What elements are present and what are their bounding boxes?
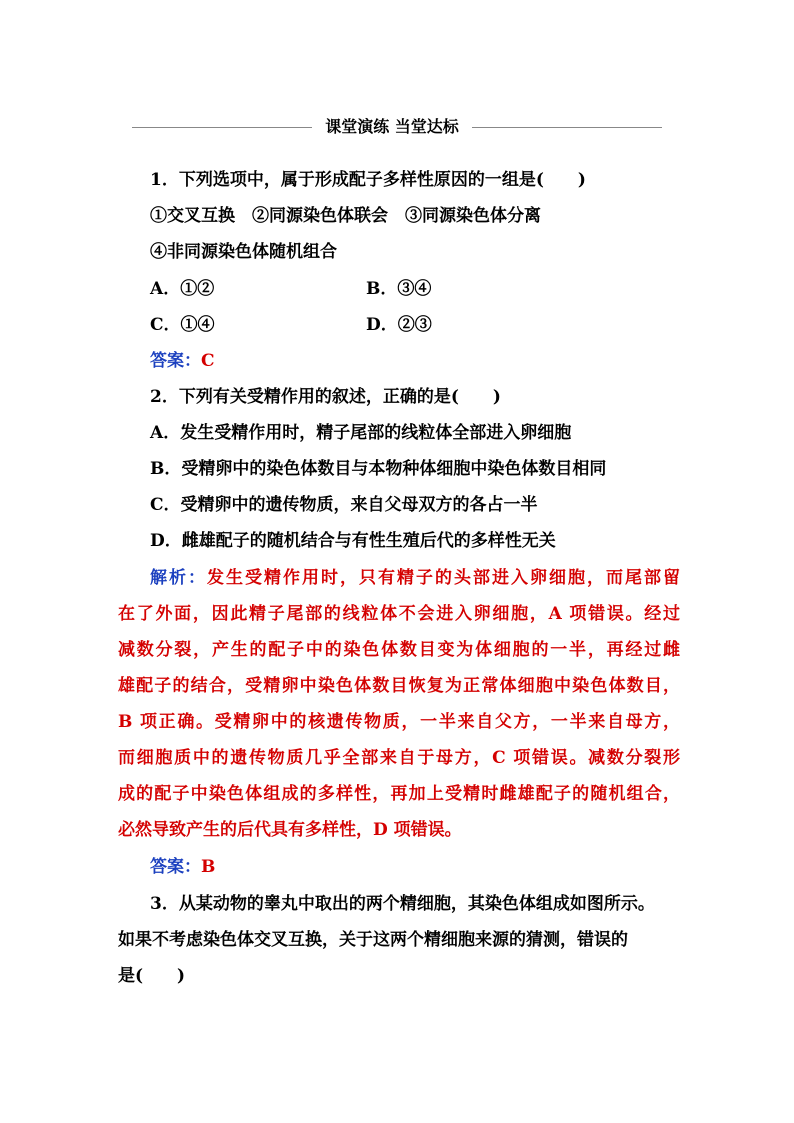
q2-analysis-line4: 雄配子的结合，受精卵中染色体数目恢复为正常体细胞中染色体数目， [118, 676, 680, 696]
q1-option-a: A．①② [150, 279, 215, 299]
q1-option-b: B．③④ [366, 279, 432, 299]
q2-answer-label: 答案： [150, 857, 201, 877]
q1-answer [150, 349, 215, 373]
q2-stem: 2．下列有关受精作用的叙述，正确的是( ) [150, 387, 501, 407]
q3-line3: 是( ) [118, 966, 186, 986]
q2-analysis-line8: 必然导致产生的后代具有多样性，D 项错误。 [118, 820, 462, 840]
section-header [132, 116, 662, 138]
q2-analysis-line3: 减数分裂，产生的配子中的染色体数目变为体细胞的一半，再经过雌 [118, 640, 680, 660]
header-rule-right [472, 127, 662, 128]
q1-option-c: C．①④ [150, 315, 215, 335]
q1-option-d: D．②③ [366, 315, 432, 335]
q2-analysis-line6: 而细胞质中的遗传物质几乎全部来自于母方，C 项错误。减数分裂形 [118, 748, 680, 768]
q1-items-line2: ④非同源染色体随机组合 [150, 242, 337, 262]
q2-analysis-line1: 解析：发生受精作用时，只有精子的头部进入卵细胞，而尾部留 [150, 568, 680, 588]
section-title: 课堂演练 当堂达标 [325, 117, 459, 136]
q2-analysis-line2: 在了外面，因此精子尾部的线粒体不会进入卵细胞，A 项错误。经过 [118, 604, 680, 624]
q2-analysis-label: 解析： [150, 568, 207, 588]
q2-answer-value: B [201, 857, 216, 877]
q3-line1: 3．从某动物的睾丸中取出的两个精细胞，其染色体组成如图所示。 [150, 894, 655, 914]
q2-option-a: A．发生受精作用时，精子尾部的线粒体全部进入卵细胞 [150, 423, 572, 443]
q1-stem: 1．下列选项中，属于形成配子多样性原因的一组是( ) [150, 170, 586, 190]
header-rule-left [132, 127, 312, 128]
q2-option-b: B．受精卵中的染色体数目与本物种体细胞中染色体数目相同 [150, 459, 607, 479]
q2-option-d: D．雌雄配子的随机结合与有性生殖后代的多样性无关 [150, 531, 556, 551]
q2-answer [150, 855, 215, 879]
q2-analysis-line5: B 项正确。受精卵中的核遗传物质，一半来自父方，一半来自母方， [118, 712, 680, 732]
q1-answer-label: 答案： [150, 351, 201, 371]
q1-answer-value: C [201, 351, 215, 371]
q3-line2: 如果不考虑染色体交叉互换，关于这两个精细胞来源的猜测，错误的 [118, 930, 628, 950]
q2-option-c: C．受精卵中的遗传物质，来自父母双方的各占一半 [150, 495, 538, 515]
q1-items-line1: ①交叉互换 ②同源染色体联会 ③同源染色体分离 [150, 206, 541, 226]
q2-analysis-line7: 成的配子中染色体组成的多样性，再加上受精时雌雄配子的随机组合， [118, 784, 680, 804]
